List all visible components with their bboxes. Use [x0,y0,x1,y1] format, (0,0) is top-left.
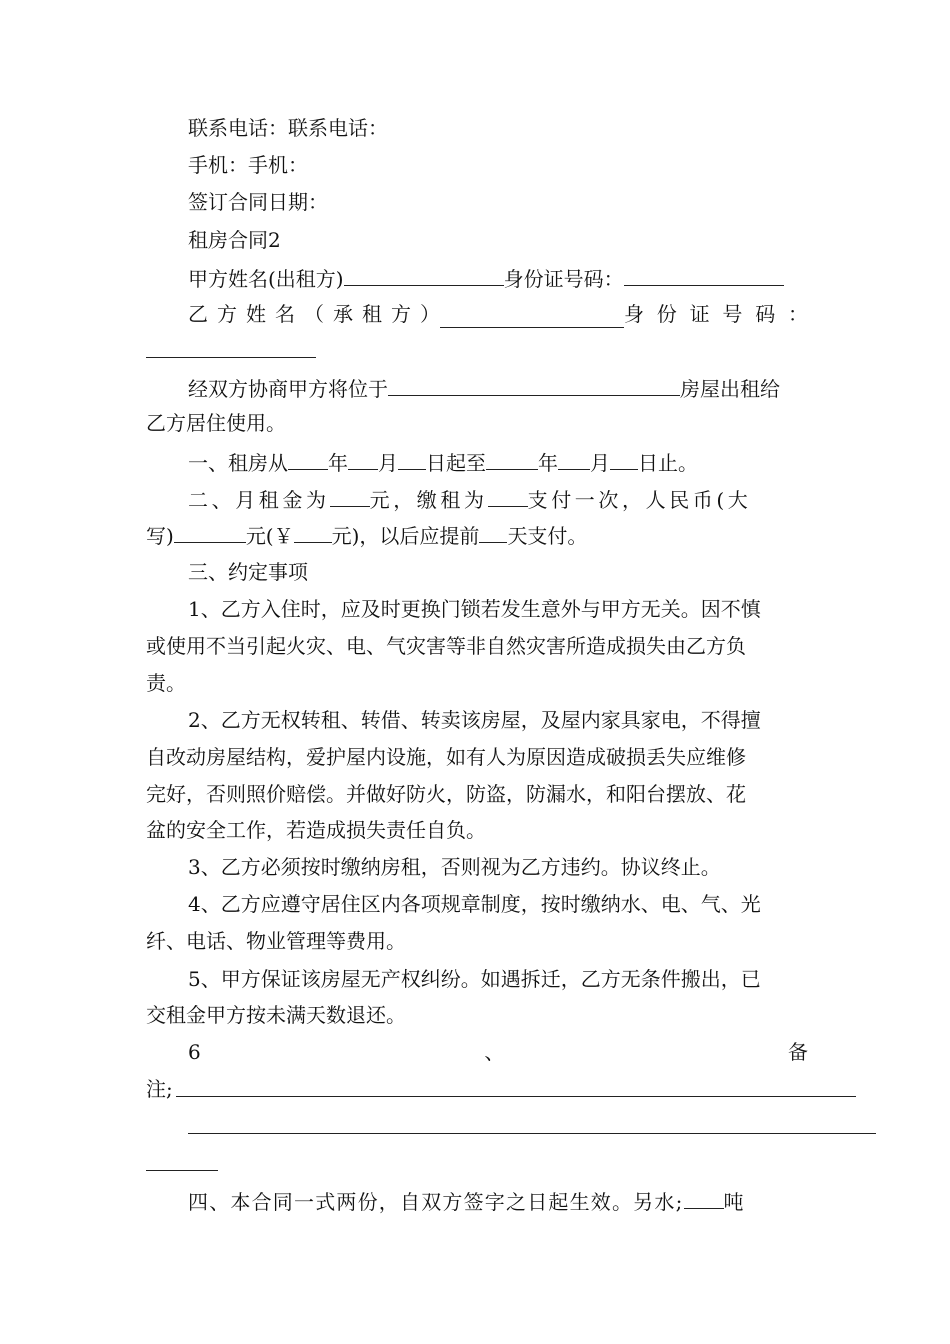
party-a-name-blank [344,263,504,286]
party-a-line [188,263,784,293]
term-end-month-blank [558,447,590,470]
clause-1-line-1: 1、乙方入住时，应及时更换门锁若发生意外与甲方无关。因不慎 [188,597,761,621]
remarks-blank-3 [146,1170,218,1171]
clause-6-number: 6 [188,1040,201,1064]
location-blank [388,373,680,396]
party-b-name-label: 乙 方 姓 名 （ 承 租 方 ） [188,302,440,326]
party-b-id-blank [146,357,316,358]
clause-3: 3、乙方必须按时缴纳房租，否则视为乙方违约。协议终止。 [188,855,721,879]
payment-cycle-blank [488,484,528,507]
clause-4-line-1: 4、乙方应遵守居住区内各项规章制度，按时缴纳水、电、气、光 [188,892,761,916]
party-b-line [188,300,808,328]
term-start-day-blank [398,447,426,470]
section-4-line: 四、本合同一式两份，自双方签字之日起生效。另水; 吨 [188,1186,745,1216]
section-3-title: 三、约定事项 [188,560,308,584]
clause-2-line-2: 自改动房屋结构，爱护屋内设施，如有人为原因造成破损丢失应维修 [146,745,746,769]
clause-6-label: 备 [787,1040,808,1064]
term-line: 一、租房从 年 月 日起至 年 月 日止。 [188,447,698,477]
location-line: 经双方协商甲方将位于 房屋出租给 [188,373,780,403]
clause-6-separator: 、 [484,1040,505,1064]
party-a-id-label: 身份证号码： [503,267,624,291]
term-start-month-blank [348,447,378,470]
party-b-name-blank [440,305,624,328]
term-end-year-blank [486,447,538,470]
term-end-day-blank [610,447,638,470]
term-start-year-blank [288,447,328,470]
advance-days-blank [479,520,507,543]
clause-6-line [188,1038,808,1066]
clause-2-line-3: 完好，否则照价赔偿。并做好防火，防盗，防漏水，和阳台摆放、花 [146,782,746,806]
monthly-rent-blank [330,484,370,507]
rent-uppercase-blank [174,520,246,543]
clause-2-line-1: 2、乙方无权转租、转借、转卖该房屋，及屋内家具家电，不得擅 [188,708,761,732]
sign-date-line: 签订合同日期： [188,190,328,214]
clause-2-line-4: 盆的安全工作，若造成损失责任自负。 [146,818,486,842]
contract-title: 租房合同2 [188,228,281,252]
clause-1-line-2: 或使用不当引起火灾、电、气灾害等非自然灾害所造成损失由乙方负 [146,634,746,658]
phone-line: 联系电话：联系电话： [188,116,388,140]
rent-line-1: 二、月租金为 元，缴租为 支付一次，人民币(大 [188,484,751,514]
rent-line-2: 写) 元(￥ 元)，以后应提前 天支付。 [146,520,587,550]
clause-5-line-1: 5、甲方保证该房屋无产权纠纷。如遇拆迁，乙方无条件搬出，已 [188,967,761,991]
remarks-blank-1 [176,1096,856,1097]
party-a-name-label: 甲方姓名(出租方) [188,267,344,291]
clause-4-line-2: 纤、电话、物业管理等费用。 [146,929,406,953]
location-line-2: 乙方居住使用。 [146,411,286,435]
rent-amount-blank [294,520,332,543]
clause-1-line-3: 责。 [146,671,186,695]
water-reading-blank [684,1186,724,1209]
party-a-id-blank [624,263,784,286]
remarks-label: 注; [146,1077,173,1101]
party-b-id-label: 身 份 证 号 码 ： [624,302,808,326]
remarks-blank-2 [188,1133,876,1134]
clause-5-line-2: 交租金甲方按未满天数退还。 [146,1003,406,1027]
mobile-line: 手机：手机： [188,153,308,177]
